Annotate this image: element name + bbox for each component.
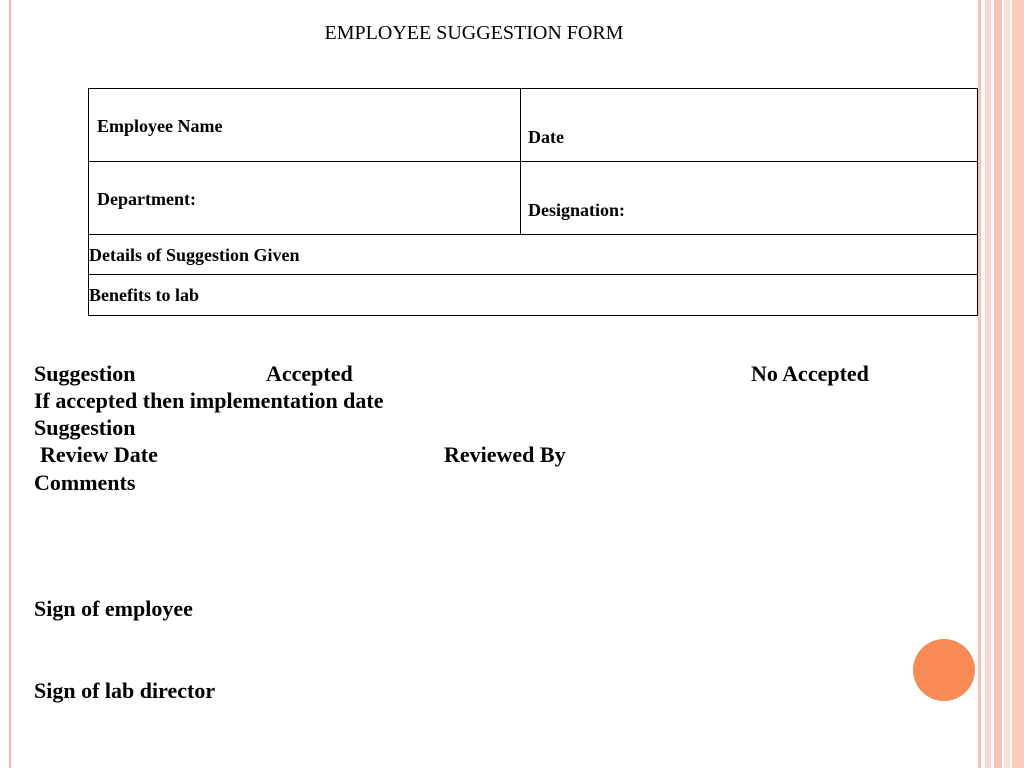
department-label: Department:	[97, 189, 196, 209]
date-cell[interactable]	[521, 89, 978, 162]
sign-employee-label: Sign of employee	[34, 596, 193, 621]
designation-label: Designation:	[528, 200, 626, 220]
details-label: Details of Suggestion Given	[89, 245, 300, 265]
form-title: EMPLOYEE SUGGESTION FORM	[324, 22, 624, 44]
review-date-label: Review Date	[40, 442, 158, 467]
right-decoration-stripe	[1012, 0, 1024, 768]
details-cell[interactable]	[89, 235, 978, 275]
sign-director-label: Sign of lab director	[34, 678, 216, 703]
no-accepted-option[interactable]: No Accepted	[751, 361, 869, 386]
department-cell[interactable]	[89, 162, 521, 235]
right-decoration-stripe	[994, 0, 1002, 768]
table-row	[89, 275, 978, 316]
benefits-label: Benefits to lab	[89, 285, 199, 305]
suggestion-label: Suggestion	[34, 361, 136, 386]
table-row	[89, 235, 978, 275]
table-row	[89, 162, 978, 235]
right-decoration-stripe	[978, 0, 981, 768]
right-decoration-stripe	[1004, 0, 1010, 768]
left-border-line	[9, 0, 11, 768]
suggestion-label-2: Suggestion	[34, 415, 136, 440]
accepted-option[interactable]: Accepted	[266, 361, 353, 386]
right-decoration-stripe	[985, 0, 991, 768]
date-label: Date	[528, 127, 564, 147]
table-row	[89, 89, 978, 162]
benefits-cell[interactable]	[89, 275, 978, 316]
implementation-date-label: If accepted then implementation date	[34, 388, 384, 413]
employee-name-cell[interactable]	[89, 89, 521, 162]
comments-label: Comments	[34, 470, 136, 495]
employee-info-table	[88, 88, 978, 316]
employee-name-label: Employee Name	[97, 116, 223, 136]
designation-cell[interactable]	[521, 162, 978, 235]
reviewed-by-label: Reviewed By	[444, 442, 566, 467]
decorative-circle	[913, 639, 975, 701]
